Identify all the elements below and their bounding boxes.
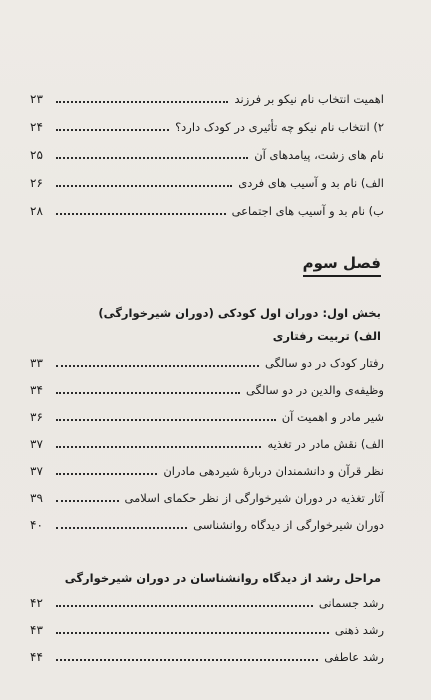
toc-entry-title: رشد جسمانی	[318, 596, 384, 610]
toc-entry	[30, 201, 384, 221]
toc-entry-page: ۲۸	[30, 204, 43, 218]
toc-entry	[30, 593, 384, 613]
toc-entry-title: اهمیت انتخاب نام نیکو بر فرزند	[234, 92, 384, 106]
dot-leader	[56, 500, 119, 502]
toc-entry	[30, 145, 384, 165]
toc-entry-title: شیر مادر و اهمیت آن	[281, 410, 384, 424]
toc-entry	[30, 647, 384, 667]
toc-entry	[30, 117, 384, 137]
toc-entry	[30, 407, 384, 427]
toc-entry-title: الف) نام بد و آسیب های فردی	[238, 176, 384, 190]
toc-entry-page: ۳۹	[30, 491, 43, 505]
dot-leader	[56, 473, 157, 475]
toc-entry	[30, 488, 384, 508]
toc-entry-title: الف) نقش مادر در تغذیه	[267, 437, 384, 451]
toc-entry-page: ۴۰	[30, 518, 43, 532]
dot-leader	[56, 213, 226, 215]
dot-leader	[56, 365, 259, 367]
toc-entry-page: ۴۲	[30, 596, 43, 610]
toc-entry	[30, 380, 384, 400]
toc-entry-title: وظیفه‌ی والدین در دو سالگی	[246, 383, 384, 397]
toc-entry	[30, 173, 384, 193]
dot-leader	[56, 659, 318, 661]
toc-entry-page: ۳۶	[30, 410, 43, 424]
toc-entry-page: ۴۴	[30, 650, 43, 664]
toc-entry-page: ۳۳	[30, 356, 43, 370]
toc-entry	[30, 353, 384, 373]
dot-leader	[56, 392, 240, 394]
toc-entry-title: نام های زشت، پیامدهای آن	[254, 148, 384, 162]
toc-entry-title: دوران شیرخوارگی از دیدگاه روانشناسی	[193, 518, 384, 532]
toc-entry-title: رشد عاطفی	[324, 650, 384, 664]
dot-leader	[56, 419, 276, 421]
toc-entry-title: ب) نام بد و آسیب های اجتماعی	[231, 204, 384, 218]
toc-entry-page: ۲۴	[30, 120, 43, 134]
dot-leader	[56, 129, 169, 131]
chapter-title: فصل سوم	[302, 254, 381, 272]
toc-entry	[30, 434, 384, 454]
section-title: مراحل رشد از دیدگاه روانشناسان در دوران شیرخوارگی	[64, 571, 381, 585]
toc-entry-page: ۴۳	[30, 623, 43, 637]
toc-entry	[30, 89, 384, 109]
dot-leader	[56, 605, 313, 607]
toc-entry	[30, 515, 384, 535]
toc-entry-title: نظر قرآن و دانشمندان دربارهٔ شیردهی مادران	[163, 464, 384, 478]
dot-leader	[56, 527, 187, 529]
toc-entry-page: ۳۴	[30, 383, 43, 397]
toc-entry-page: ۲۳	[30, 92, 43, 106]
toc-entry-title: ۲) انتخاب نام نیکو چه تأثیری در کودک دارد؟	[175, 120, 384, 134]
dot-leader	[56, 185, 232, 187]
toc-entry-title: رشد ذهنی	[334, 623, 384, 637]
dot-leader	[56, 446, 261, 448]
toc-entry-page: ۲۶	[30, 176, 43, 190]
toc-entry-page: ۲۵	[30, 148, 43, 162]
dot-leader	[56, 101, 228, 103]
toc-entry-title: رفتار کودک در دو سالگی	[265, 356, 384, 370]
section-title: بخش اول: دوران اول کودکی (دوران شیرخوارگی)	[98, 306, 381, 320]
dot-leader	[56, 632, 329, 634]
toc-entry-title: آثار تغذیه در دوران شیرخوارگی از نظر حکمای اسلامی	[124, 491, 384, 505]
toc-entry-page: ۳۷	[30, 437, 43, 451]
dot-leader	[56, 157, 248, 159]
subsection-title: الف) تربیت رفتاری	[272, 329, 381, 343]
toc-entry	[30, 461, 384, 481]
toc-entry	[30, 620, 384, 640]
toc-entry-page: ۳۷	[30, 464, 43, 478]
